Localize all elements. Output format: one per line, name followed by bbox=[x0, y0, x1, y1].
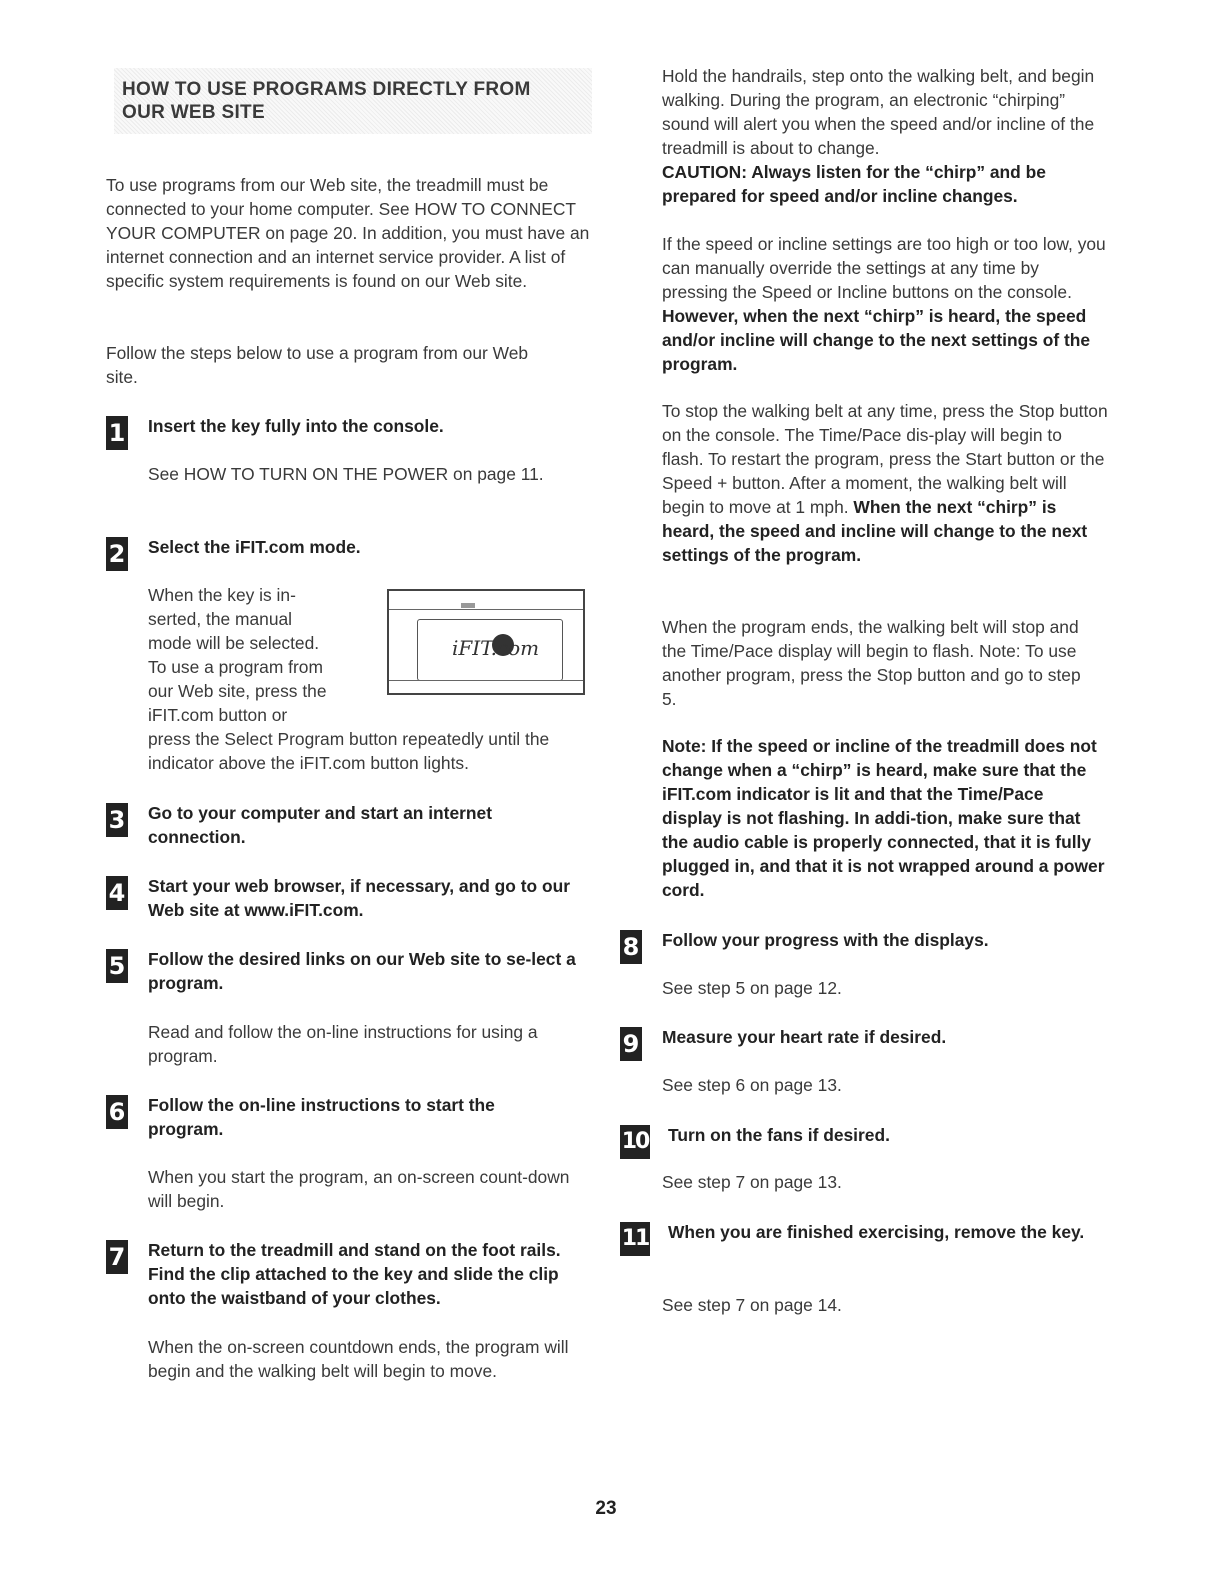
paragraph-text bbox=[662, 399, 1108, 567]
step-number-badge: 2 bbox=[106, 537, 128, 571]
step-title: Follow your progress with the displays. bbox=[662, 930, 989, 950]
step-title: Start your web browser, if necessary, and go to our Web site at www.iFIT.com. bbox=[148, 876, 570, 920]
paragraph-bold: However, when the next “chirp” is heard, the speed and/or incline will change to the next settings of the program. bbox=[662, 306, 1091, 374]
step-title: When you are finished exercising, remove the key. bbox=[668, 1222, 1085, 1242]
right-paragraph-1 bbox=[662, 64, 1108, 208]
step-number-badge: 1 bbox=[106, 416, 128, 450]
step-number-badge: 10 bbox=[620, 1125, 650, 1159]
step-title: Go to your computer and start an internet connection. bbox=[148, 803, 492, 847]
step-10-body: See step 7 on page 13. bbox=[662, 1172, 842, 1192]
intro-follow-paragraph: Follow the steps below to use a program from our Web site. bbox=[106, 343, 529, 387]
paragraph-bold: When the next “chirp” is heard, the speed and incline will change to the next settings of the program. bbox=[662, 497, 1088, 565]
caution-text: CAUTION: Always listen for the “chirp” and be prepared for speed and/or incline changes. bbox=[662, 162, 1046, 206]
step-2-body-wrap bbox=[148, 583, 388, 727]
step-11-body: See step 7 on page 14. bbox=[662, 1295, 842, 1315]
paragraph-text bbox=[662, 232, 1108, 376]
indicator-light-icon bbox=[461, 603, 475, 608]
step-2-body-line: our Web site, press the bbox=[148, 681, 327, 701]
step-5-body: Read and follow the on-line instructions for using a program. bbox=[148, 1022, 538, 1066]
step-title: Follow the on-line instructions to start the program. bbox=[148, 1095, 495, 1139]
step-2-body-line: mode will be selected. bbox=[148, 633, 320, 653]
console-edge-line bbox=[389, 680, 583, 681]
right-paragraph-3 bbox=[662, 399, 1108, 567]
heading-line-2: OUR WEB SITE bbox=[122, 102, 265, 123]
step-8-body: See step 5 on page 12. bbox=[662, 978, 842, 998]
step-title: Turn on the fans if desired. bbox=[668, 1125, 890, 1145]
step-number-badge: 5 bbox=[106, 949, 128, 983]
step-number-badge: 9 bbox=[620, 1027, 642, 1061]
step-number-badge: 3 bbox=[106, 803, 128, 837]
step-2-body-line: iFIT.com button or bbox=[148, 705, 288, 725]
right-paragraph-4: When the program ends, the walking belt will stop and the Time/Pace display will begin to flash. Note: To use another program, press the Stop button and go to step 5. bbox=[662, 617, 1081, 709]
paragraph-text: Hold the handrails, step onto the walking belt, and begin walking. During the program, an electronic “chirping” sound will alert you when the speed and/or incline of the treadmill is about to change. bbox=[662, 66, 1095, 158]
step-9-body: See step 6 on page 13. bbox=[662, 1075, 842, 1095]
step-title: Select the iFIT.com mode. bbox=[148, 537, 361, 557]
paragraph-normal: To stop the walking belt at any time, press the Stop button on the console. The Time/Pace dis-play will begin to flash. To restart the program, press the Start button or the Speed + button. After a moment, the walking belt will begin to move at 1 mph. bbox=[662, 401, 1108, 517]
step-title: Follow the desired links on our Web site to se-lect a program. bbox=[148, 949, 576, 993]
step-title: Measure your heart rate if desired. bbox=[662, 1027, 947, 1047]
console-display-panel bbox=[417, 619, 563, 681]
step-number-badge: 6 bbox=[106, 1095, 128, 1129]
paragraph-normal: If the speed or incline settings are too high or too low, you can manually override the settings at any time by pressing the Speed or Incline buttons on the console. bbox=[662, 234, 1106, 302]
console-illustration bbox=[387, 589, 585, 695]
step-number-badge: 7 bbox=[106, 1240, 128, 1274]
section-heading bbox=[114, 68, 592, 134]
right-note-paragraph: Note: If the speed or incline of the treadmill does not change when a “chirp” is heard, make sure that the iFIT.com indicator is lit and that the Time/Pace display is not flashing. In addi-tion, make sure that the audio cable is properly connected, that it is fully plugged in, and that it is not wrapped around a power cord. bbox=[662, 736, 1105, 900]
step-title: Insert the key fully into the console. bbox=[148, 416, 444, 436]
step-7-body: When the on-screen countdown ends, the program will begin and the walking belt will begin to move. bbox=[148, 1337, 569, 1381]
heading-line-1: HOW TO USE PROGRAMS DIRECTLY FROM bbox=[122, 79, 531, 100]
right-paragraph-2 bbox=[662, 232, 1108, 376]
step-2-body-rest: press the Select Program button repeatedly until the indicator above the iFIT.com button lights. bbox=[148, 729, 550, 773]
step-1-body: See HOW TO TURN ON THE POWER on page 11. bbox=[148, 464, 544, 484]
step-number-badge: 11 bbox=[620, 1222, 650, 1256]
intro-paragraph: To use programs from our Web site, the treadmill must be connected to your home computer. See HOW TO CONNECT YOUR COMPUTER on page 20. In addition, you must have an internet connection and an internet service provider. A list of specific system requirements is found on our Web site. bbox=[106, 175, 590, 291]
step-number-badge: 8 bbox=[620, 930, 642, 964]
step-2-body-line: When the key is in- bbox=[148, 585, 296, 605]
console-edge-line bbox=[389, 609, 583, 610]
step-6-body: When you start the program, an on-screen count-down will begin. bbox=[148, 1167, 570, 1211]
console-brand-label: iFIT.com bbox=[452, 636, 540, 660]
step-2-body-line: serted, the manual bbox=[148, 609, 293, 629]
step-title: Return to the treadmill and stand on the foot rails. Find the clip attached to the key and slide the clip onto the waistband of your clothes. bbox=[148, 1240, 561, 1308]
step-2-body-line: To use a program from bbox=[148, 657, 323, 677]
page-number: 23 bbox=[595, 1498, 617, 1519]
step-number-badge: 4 bbox=[106, 876, 128, 910]
